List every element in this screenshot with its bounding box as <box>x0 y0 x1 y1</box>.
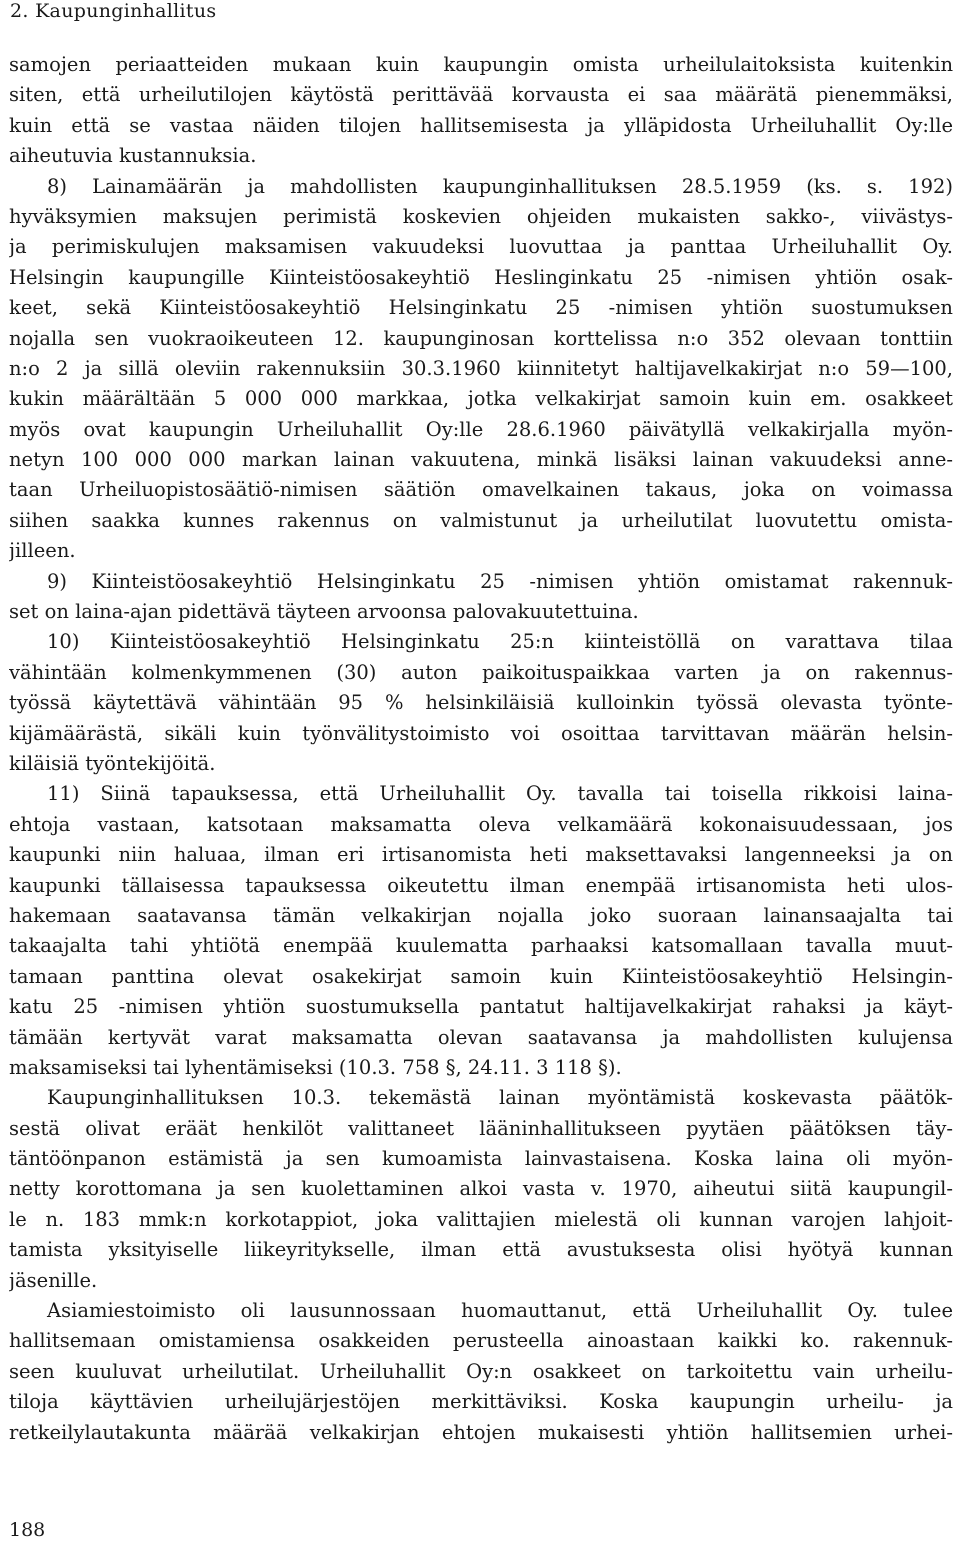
text-line: hallitsemaan omistamiensa osakkeiden perusteella ainoastaan kaikki ko. rakennuk- <box>9 1329 953 1353</box>
text-line: 10) Kiinteistöosakeyhtiö Helsinginkatu 25:n kiinteistöllä on varattava tilaa <box>47 630 953 654</box>
text-line: hyväksymien maksujen perimistä koskevien ohjeiden mukaisten sakko-, viivästys- <box>9 204 953 228</box>
body-text <box>9 50 953 1448</box>
text-line: seen kuuluvat urheilutilat. Urheiluhallit Oy:n osakkeet on tarkoitettu vain urheilu- <box>9 1359 953 1383</box>
text-line: kaupunki niin haluaa, ilman eri irtisanomista heti maksettavaksi langenneeksi ja on <box>9 843 953 867</box>
text-line: tamaan panttina olevat osakekirjat samoin kuin Kiinteistöosakeyhtiö Helsingin- <box>9 964 953 988</box>
text-line: taan Urheiluopistosäätiö-nimisen säätiön omavelkainen takaus, joka on voimassa <box>9 478 953 502</box>
text-line: 11) Siinä tapauksessa, että Urheiluhallit Oy. tavalla tai toisella rikkoisi laina- <box>47 782 953 806</box>
text-line: keet, sekä Kiinteistöosakeyhtiö Helsinginkatu 25 -nimisen yhtiön suostumuksen <box>9 296 953 320</box>
text-line: tämään kertyvät varat maksamatta olevan saatavansa ja mahdollisten kulujensa <box>9 1025 953 1049</box>
text-line: tamista yksityiselle liikeyritykselle, ilman että avustuksesta olisi hyötyä kunnan <box>9 1238 953 1262</box>
text-line: katu 25 -nimisen yhtiön suostumuksella pantatut haltijavelkakirjat rahaksi ja käyt- <box>9 995 953 1019</box>
text-line: myös ovat kaupungin Urheiluhallit Oy:lle 28.6.1960 päivätyllä velkakirjalla myön- <box>9 417 953 441</box>
text-line: aiheutuvia kustannuksia. <box>9 144 257 168</box>
text-line: nojalla sen vuokraoikeuteen 12. kaupunginosan korttelissa n:o 352 olevaan tonttiin <box>9 326 953 350</box>
text-line: Helsingin kaupungille Kiinteistöosakeyhtiö Heslinginkatu 25 -nimisen yhtiön osak- <box>9 265 953 289</box>
text-line: 8) Lainamäärän ja mahdollisten kaupunginhallituksen 28.5.1959 (ks. s. 192) <box>47 174 953 198</box>
text-line: n:o 2 ja sillä oleviin rakennuksiin 30.3.1960 kiinnitetyt haltijavelkakirjat n:o 59—100, <box>9 356 953 380</box>
text-line: vähintään kolmenkymmenen (30) auton paikoituspaikkaa varten ja on rakennus- <box>9 660 953 684</box>
text-line: kijämäärästä, sikäli kuin työnvälitystoimisto voi osoittaa tarvittavan määrän helsin- <box>9 721 953 745</box>
text-line: kukin määrältään 5 000 000 markkaa, jotka velkakirjat samoin kuin em. osakkeet <box>9 387 953 411</box>
text-line: kuin että se vastaa näiden tilojen hallitsemisesta ja ylläpidosta Urheiluhallit Oy:lle <box>9 113 953 137</box>
text-line: Asiamiestoimisto oli lausunnossaan huomauttanut, että Urheiluhallit Oy. tulee <box>47 1299 953 1323</box>
text-line: netty korottomana ja sen kuolettaminen alkoi vasta v. 1970, aiheutui siitä kaupungil- <box>9 1177 953 1201</box>
text-line: Kaupunginhallituksen 10.3. tekemästä lainan myöntämistä koskevasta päätök- <box>47 1086 953 1110</box>
text-line: samojen periaatteiden mukaan kuin kaupungin omista urheilulaitoksista kuitenkin <box>9 53 953 76</box>
text-line: tiloja käyttävien urheilujärjestöjen merkittäviksi. Koska kaupungin urheilu- ja <box>9 1390 953 1414</box>
text-line: jäsenille. <box>9 1268 98 1292</box>
text-line: työssä käytettävä vähintään 95 % helsinkiläisiä kulloinkin työssä olevasta työnte- <box>9 691 953 715</box>
text-line: hakemaan saatavansa tämän velkakirjan nojalla joko suoraan lainansaajalta tai <box>9 903 953 927</box>
text-line: retkeilylautakunta määrää velkakirjan ehtojen mukaisesti yhtiön hallitsemien urhei- <box>9 1420 953 1444</box>
text-line: takaajalta tahi yhtiötä enempää kuulematta parhaaksi katsomallaan tavalla muut- <box>9 934 953 958</box>
text-line: netyn 100 000 000 markan lainan vakuutena, minkä lisäksi lainan vakuudeksi anne- <box>9 448 953 472</box>
text-line: 9) Kiinteistöosakeyhtiö Helsinginkatu 25 -nimisen yhtiön omistamat rakennuk- <box>47 569 953 593</box>
text-line: le n. 183 mmk:n korkotappiot, joka valittajien mielestä oli kunnan varojen lahjoit- <box>9 1207 953 1231</box>
text-line: siten, että urheilutilojen käytöstä perittävää korvausta ei saa määrätä pienemmäksi, <box>9 83 953 107</box>
text-line: sestä olivat eräät henkilöt valittaneet lääninhallitukseen pyytäen päätöksen täy- <box>9 1116 953 1140</box>
text-line: täntöönpanon estämistä ja sen kumoamista lainvastaisena. Koska laina oli myön- <box>9 1147 953 1171</box>
text-line: jilleen. <box>9 539 76 563</box>
text-line: maksamiseksi tai lyhentämiseksi (10.3. 758 §, 24.11. 3 118 §). <box>9 1055 622 1079</box>
text-line: ja perimiskulujen maksamisen vakuudeksi luovuttaa ja panttaa Urheiluhallit Oy. <box>9 235 953 259</box>
text-line: siihen saakka kunnes rakennus on valmistunut ja urheilutilat luovutettu omista- <box>9 508 953 532</box>
text-line: kaupunki tällaisessa tapauksessa oikeutettu ilman enempää irtisanomista heti ulos- <box>9 873 953 897</box>
text-line: set on laina-ajan pidettävä täyteen arvoonsa palovakuutettuina. <box>9 600 639 624</box>
running-header: 2. Kaupunginhallitus <box>10 0 217 22</box>
page-number: 188 <box>9 1519 46 1541</box>
text-line: kiläisiä työntekijöitä. <box>9 751 216 775</box>
text-line: ehtoja vastaan, katsotaan maksamatta oleva velkamäärä kokonaisuudessaan, jos <box>9 812 953 836</box>
